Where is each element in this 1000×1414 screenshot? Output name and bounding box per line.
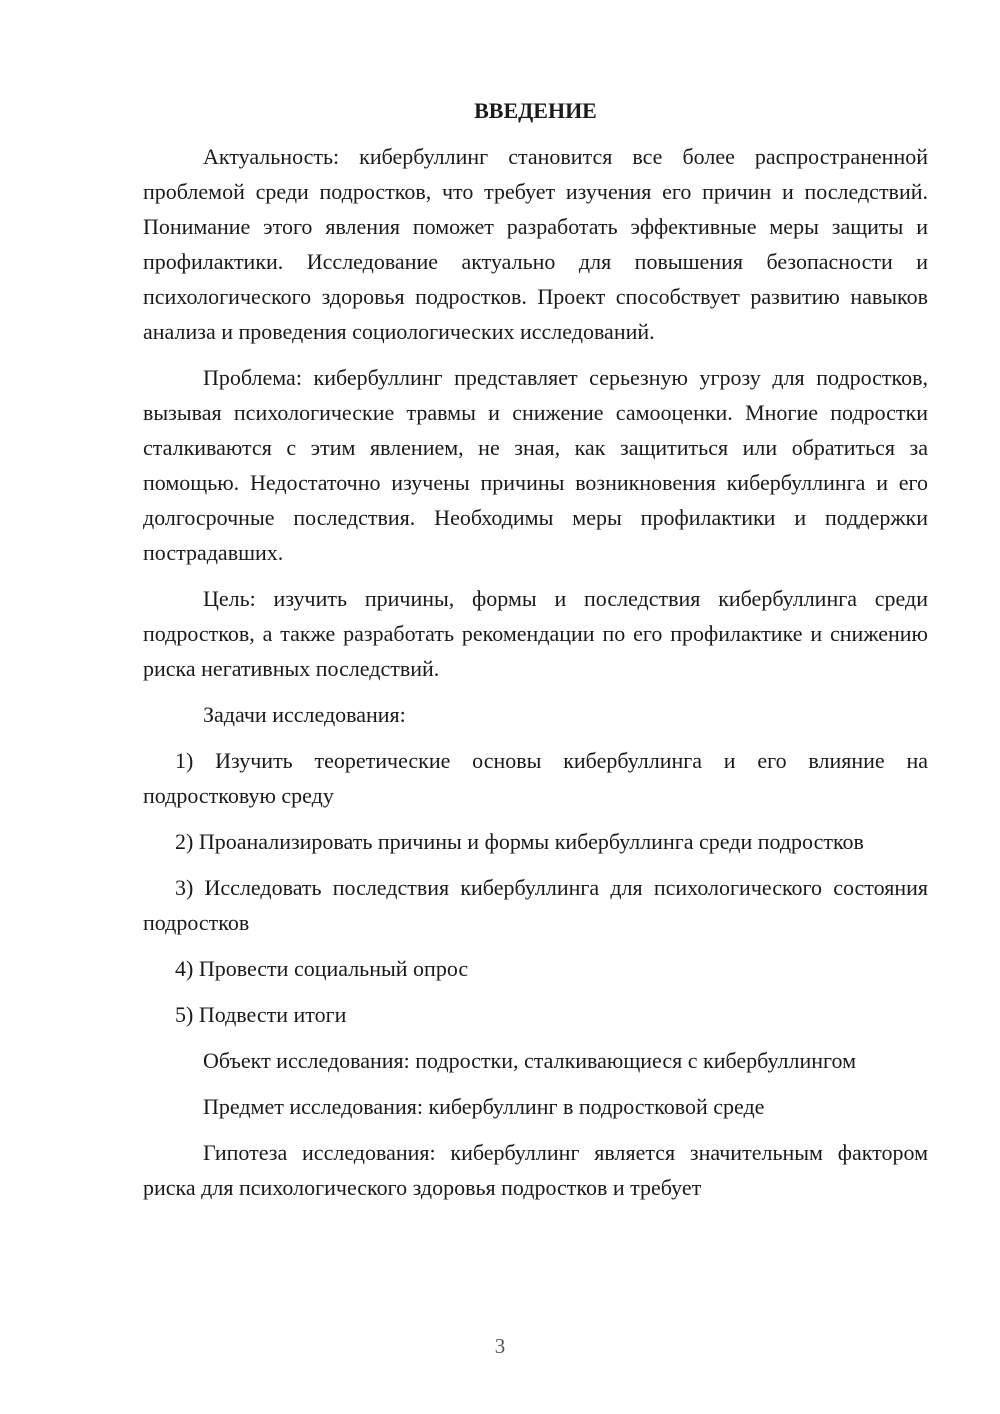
task-item-3: 3) Исследовать последствия кибербуллинга для психологического состояния подростков (143, 875, 928, 935)
paragraph-goal: Цель: изучить причины, формы и последствия кибербуллинга среди подростков, а также разработать рекомендации по его профилактике и снижению риска негативных последствий. (143, 586, 928, 681)
task-item-4: 4) Провести социальный опрос (175, 956, 469, 981)
paragraph-relevance: Актуальность: кибербуллинг становится все более распространенной проблемой среди подростков, что требует изучения его причин и последствий. Понимание этого явления поможет разработать эффективные меры защиты и профилактики. Исследование актуально для повышения безопасности и психологического здоровья подростков. Проект способствует развитию навыков анализа и проведения социологических исследований. (143, 144, 928, 344)
page-number: 3 (494, 1334, 506, 1358)
task-item-2: 2) Проанализировать причины и формы кибербуллинга среди подростков (175, 829, 864, 854)
paragraph-subject: Предмет исследования: кибербуллинг в подростковой среде (203, 1094, 765, 1119)
task-item-5: 5) Подвести итоги (175, 1002, 347, 1027)
section-title: ВВЕДЕНИЕ (474, 98, 597, 123)
paragraph-problem: Проблема: кибербуллинг представляет серьезную угрозу для подростков, вызывая психологические травмы и снижение самооценки. Многие подростки сталкиваются с этим явлением, не зная, как защититься или обратиться за помощью. Недостаточно изучены причины возникновения кибербуллинга и его долгосрочные последствия. Необходимы меры профилактики и поддержки пострадавших. (143, 365, 928, 565)
paragraph-object: Объект исследования: подростки, сталкивающиеся с кибербуллингом (203, 1048, 857, 1073)
paragraph-hypothesis: Гипотеза исследования: кибербуллинг является значительным фактором риска для психологического здоровья подростков и требует (143, 1140, 928, 1200)
document-page (143, 96, 928, 1216)
task-item-1: 1) Изучить теоретические основы кибербуллинга и его влияние на подростковую среду (143, 748, 928, 808)
paragraph-tasks-heading: Задачи исследования: (203, 702, 406, 727)
